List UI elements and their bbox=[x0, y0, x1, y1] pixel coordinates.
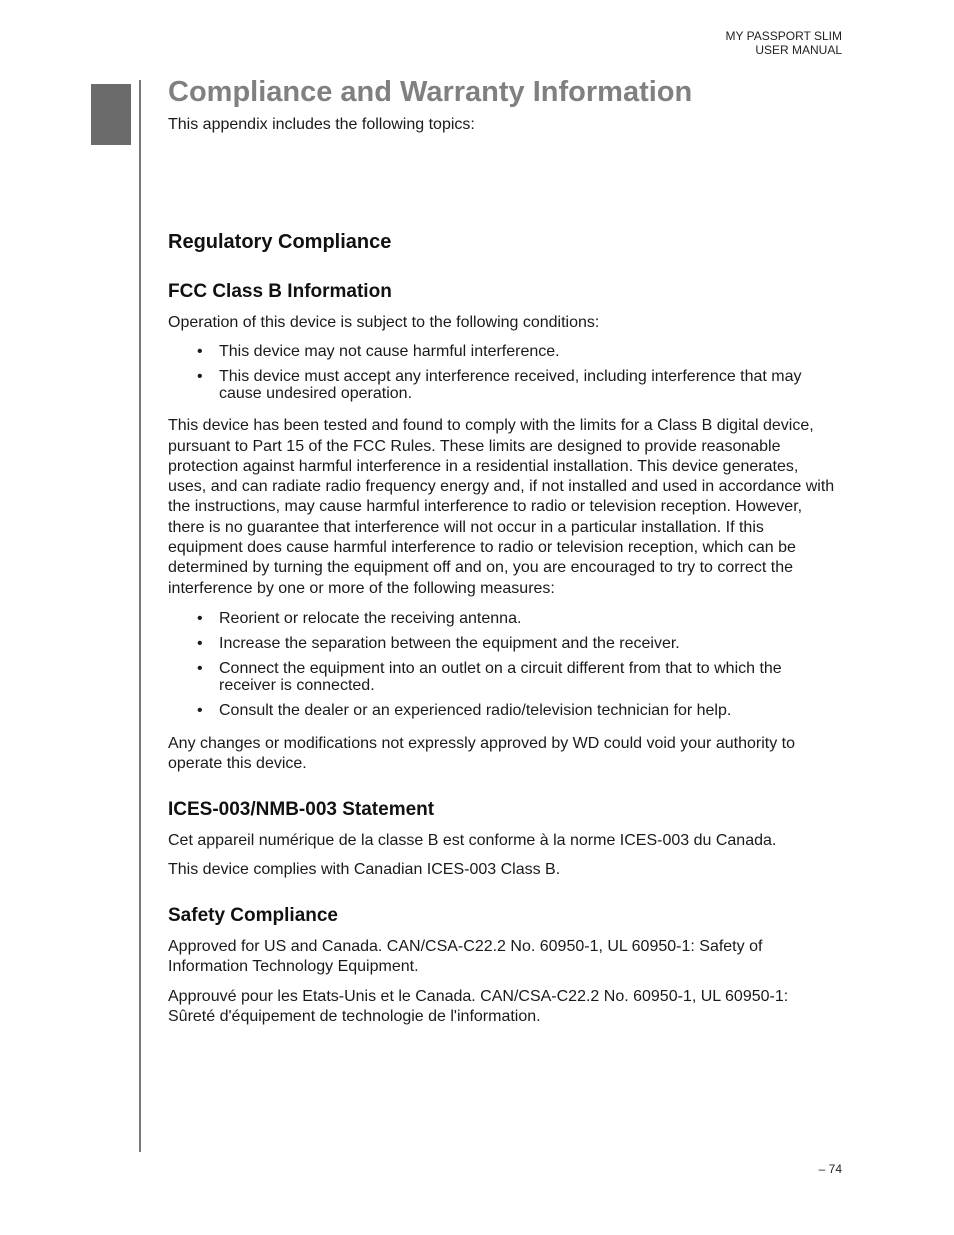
fcc-closing-text: Any changes or modifications not expressly approved by WD could void your authority to operate this device. bbox=[168, 734, 795, 773]
page-number: – 74 bbox=[818, 1162, 842, 1176]
safety-french-text: Approuvé pour les Etats-Unis et le Canada. CAN/CSA-C22.2 No. 60950-1, UL 60950-1: Sûreté d'équipement de technologie de l'information. bbox=[168, 987, 789, 1026]
chapter-tab-block bbox=[91, 84, 131, 145]
header-doc-type: USER MANUAL bbox=[755, 43, 842, 57]
list-item: • This device may not cause harmful interference. bbox=[168, 343, 838, 360]
margin-rule bbox=[139, 80, 141, 1152]
fcc-conditions-list bbox=[168, 343, 838, 402]
subsection-heading-ices: ICES-003/NMB-003 Statement bbox=[168, 798, 435, 820]
list-item: • Connect the equipment into an outlet on a circuit different from that to which the receiver is connected. bbox=[168, 660, 838, 694]
subsection-heading-safety: Safety Compliance bbox=[168, 905, 338, 927]
safety-english-text: Approved for US and Canada. CAN/CSA-C22.2 No. 60950-1, UL 60950-1: Safety of Information Technology Equipment. bbox=[168, 938, 763, 976]
subsection-heading-fcc: FCC Class B Information bbox=[168, 281, 392, 302]
list-item: • Reorient or relocate the receiving antenna. bbox=[168, 610, 838, 627]
header-product: MY PASSPORT SLIM bbox=[725, 29, 842, 43]
page-title: Compliance and Warranty Information bbox=[168, 76, 693, 108]
intro-text: This appendix includes the following topics: bbox=[168, 116, 475, 133]
page-content bbox=[168, 74, 838, 1027]
running-header bbox=[726, 29, 842, 57]
section-heading-regulatory: Regulatory Compliance bbox=[168, 231, 392, 253]
fcc-body-text: This device has been tested and found to comply with the limits for a Class B digital device, pursuant to Part 15 of the FCC Rules. These limits are designed to provide reasonable protection against harmful interference in a residential installation. This device generates, uses, and can radiate radio frequency energy and, if not installed and used in accordance with the instructions, may cause harmful interference to radio or television reception. However, there is no guarantee that interference will not occur in a particular installation. If this equipment does cause harmful interference to radio or television reception, which can be determined by turning the equipment off and on, you are encouraged to try to correct the interference by one or more of the following measures: bbox=[168, 417, 835, 597]
list-item: • Increase the separation between the equipment and the receiver. bbox=[168, 635, 838, 652]
ices-english-text: This device complies with Canadian ICES-003 Class B. bbox=[168, 860, 561, 878]
fcc-lead-text: Operation of this device is subject to the following conditions: bbox=[168, 314, 600, 331]
list-item: • This device must accept any interference received, including interference that may cause undesired operation. bbox=[168, 368, 838, 402]
ices-french-text: Cet appareil numérique de la classe B est conforme à la norme ICES-003 du Canada. bbox=[168, 831, 777, 849]
fcc-measures-list bbox=[168, 610, 838, 719]
list-item: • Consult the dealer or an experienced radio/television technician for help. bbox=[168, 702, 838, 719]
